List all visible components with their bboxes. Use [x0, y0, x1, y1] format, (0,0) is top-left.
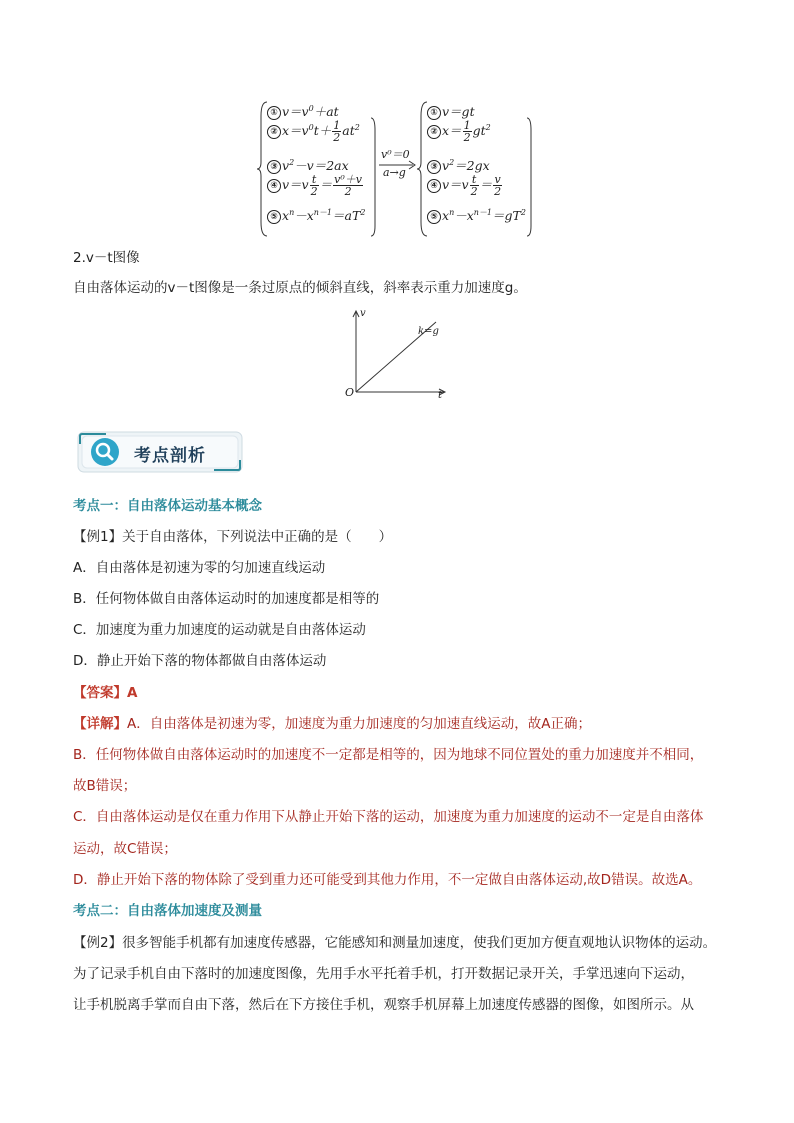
kp2-title: 考点二：自由落体加速度及测量 [73, 903, 262, 919]
vt-graph-origin: O [345, 386, 355, 399]
magnifier-icon [90, 437, 120, 467]
arrow-condition-top: v⁰＝0 [381, 148, 410, 161]
ex2-line-3: 让手机脱离手掌而自由下落，然后在下方接住手机，观察手机屏幕上加速度传感器的图像，如图所示。从 [73, 997, 694, 1013]
ex1-detail-1: 【详解】A．自由落体是初速为零，加速度为重力加速度的匀加速直线运动，故A正确； [73, 716, 591, 732]
detail-label: 【详解】 [73, 716, 127, 732]
formula-right-3: ③ $v^2=2gx$ [427, 156, 490, 174]
ex2-line-2: 为了记录手机自由下落时的加速度图像，先用手水平托着手机，打开数据记录开关，手掌迅速向下运动， [73, 966, 694, 982]
ex1-detail-2: B．任何物体做自由落体运动时的加速度不一定都是相等的，因为地球不同位置处的重力加速度并不相同， [73, 747, 704, 763]
ex1-option-c: C．加速度为重力加速度的运动就是自由落体运动 [73, 622, 366, 638]
answer-value: A [127, 685, 138, 701]
ex1-detail-3: 故B错误； [73, 778, 137, 794]
formula-left-4: ④ v＝v $\frac{t}{2}$ ＝ $\frac{\text{v⁰＋v}}{2}$ [267, 174, 364, 197]
formula-right-5: ⑤ $x^n-x^{n-1}=gT^2$ [427, 206, 526, 224]
ex1-option-a: A．自由落体是初速为零的匀加速直线运动 [73, 560, 326, 576]
answer-label: 【答案】 [73, 685, 127, 701]
section-text-vt-graph: 自由落体运动的v－t图像是一条过原点的倾斜直线，斜率表示重力加速度g。 [73, 280, 527, 296]
formula-left-5: ⑤ $x^n-x^{n-1}=aT^2$ [267, 206, 365, 224]
vt-graph-y-label: v [360, 308, 366, 319]
ex1-question: 【例1】关于自由落体，下列说法中正确的是（ ） [73, 529, 393, 545]
formula-block [255, 96, 545, 242]
formula-right-1: ① v＝gt [427, 102, 475, 120]
formula-left-3: ③ $v^2-v=2ax$ [267, 156, 349, 174]
vt-graph [340, 308, 450, 404]
vt-graph-axes [340, 308, 450, 404]
formula-left-2: ② $x=v^0t+$ $\frac{1}{2}$ $at^2$ [267, 120, 360, 143]
section-badge [76, 430, 244, 474]
section-title-vt-graph: 2.v－t图像 [73, 250, 140, 266]
formula-right-2: ② x＝ $\frac{1}{2}$ $gt^2$ [427, 120, 491, 143]
ex1-detail-5: 运动，故C错误； [73, 841, 177, 857]
ex1-answer [73, 684, 137, 702]
ex1-detail-6: D．静止开始下落的物体除了受到重力还可能受到其他力作用，不一定做自由落体运动,故D错误。故选A。 [73, 872, 702, 888]
ex2-line-1: 【例2】很多智能手机都有加速度传感器，它能感知和测量加速度，使我们更加方便直观地认识物体的运动。 [73, 935, 717, 951]
badge-title: 考点剖析 [134, 446, 206, 466]
vt-graph-x-label: t [438, 390, 443, 401]
formula-right-4: ④ v＝v $\frac{t}{2}$ ＝ $\frac{v}{2}$ [427, 174, 503, 197]
ex1-option-d: D．静止开始下落的物体都做自由落体运动 [73, 653, 327, 669]
kp1-title: 考点一：自由落体运动基本概念 [73, 498, 262, 514]
vt-graph-slope-label: k=g [418, 326, 439, 337]
arrow-condition-bottom: a→g [383, 166, 406, 179]
ex1-detail-4: C．自由落体运动是仅在重力作用下从静止开始下落的运动，加速度为重力加速度的运动不一定是自由落体 [73, 809, 704, 825]
ex1-option-b: B．任何物体做自由落体运动时的加速度都是相等的 [73, 591, 380, 607]
formula-left-1: ① $v=v^0+at$ [267, 102, 339, 120]
